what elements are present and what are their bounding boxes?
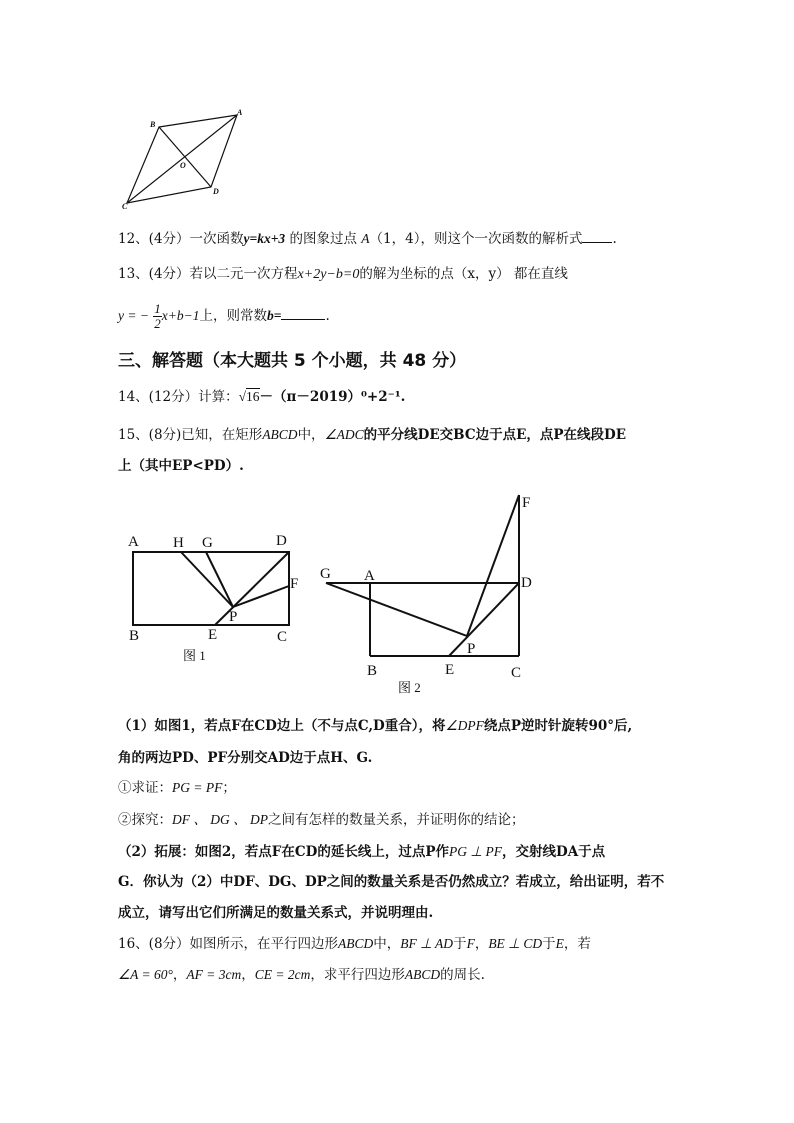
q13-fraction xyxy=(153,302,162,331)
q15-item1-end: ； xyxy=(222,780,236,796)
fig1-label-a: A xyxy=(128,534,139,550)
q12-prefix: 12、(4分）一次函数 xyxy=(118,231,244,247)
q15-part1-line2 xyxy=(118,749,372,767)
q15-part2-line2-text: G．你认为（2）中DF、DG、DP之间的数量关系是否仍然成立？若成立，给出证明，若不 xyxy=(118,874,665,890)
label-d: D xyxy=(213,187,219,196)
q12-end: . xyxy=(612,231,617,247)
question-15-line2 xyxy=(118,457,244,475)
q15-rect-name: ABCD xyxy=(262,427,298,442)
q15-item2-suffix: 之间有怎样的数量关系，并证明你的结论； xyxy=(268,812,525,828)
q13-rest: x+b−1 xyxy=(161,308,200,323)
q15-part2-line2 xyxy=(118,873,664,891)
question-13-line2 xyxy=(118,300,330,332)
q16-cond1-suffix: 于 xyxy=(453,936,467,952)
question-14 xyxy=(118,388,405,406)
q16-cond2-suffix: 于 xyxy=(542,936,556,952)
q15-item1-prefix: ①求证： xyxy=(118,780,172,796)
q15-part1-line2-text: 角的两边PD、PF分别交AD边于点H、G. xyxy=(118,750,373,766)
q15-part1-suffix: 绕点P逆时针旋转90°后, xyxy=(483,718,633,734)
q13-prefix: 13、(4分）若以二元一次方程 xyxy=(118,266,298,282)
q12-func: y=kx+3 xyxy=(243,231,286,246)
q15-perp: PG ⊥ PF xyxy=(448,844,502,859)
q15-part2-line3-text: 成立，请写出它们所满足的数量关系式，并说明理由. xyxy=(118,905,434,921)
q13-end: . xyxy=(325,308,330,324)
label-c: C xyxy=(122,202,128,211)
q12-point-name: A xyxy=(361,231,370,246)
q15-item2 xyxy=(118,811,525,829)
q16-e: E xyxy=(555,936,564,951)
fig2-label-d: D xyxy=(521,575,532,591)
fig1-label-e: E xyxy=(208,627,218,643)
q14-prefix: 14、(12分）计算： xyxy=(118,389,239,405)
q13-equation: x+2y−b=0 xyxy=(297,267,360,282)
q16-sep: ， xyxy=(474,936,489,952)
q15-part2-line1 xyxy=(118,843,605,861)
fig1-label-b: B xyxy=(129,628,140,644)
q15-part2-prefix: （2）拓展：如图2，若点F在CD的延长线上，过点P作 xyxy=(118,844,449,860)
q15-prefix: 15、(8分)已知，在矩形 xyxy=(118,427,263,443)
fig2-caption: 图 2 xyxy=(398,680,421,695)
figure-1 xyxy=(120,528,320,668)
fig2-label-a: A xyxy=(364,568,375,584)
q15-item1 xyxy=(118,779,236,797)
q12-answer-blank[interactable] xyxy=(582,229,612,243)
q16-line1-end: ，若 xyxy=(563,936,591,952)
q15-item2-prefix: ②探究： xyxy=(118,812,172,828)
question-16-line1 xyxy=(118,935,591,953)
fig1-label-g: G xyxy=(202,535,213,551)
q15-angle: ∠ADC xyxy=(324,427,364,442)
question-13-line1 xyxy=(118,265,568,284)
q16-mid: 中， xyxy=(373,936,401,952)
fig1-label-c: C xyxy=(277,629,288,645)
q15-item2-terms: DF 、 DG 、 DP xyxy=(172,812,268,827)
fig2-label-b: B xyxy=(367,663,378,679)
q15-mid: 中， xyxy=(297,427,325,443)
q15-line2: 上（其中EP<PD）. xyxy=(118,458,244,474)
q15-angle-dpf: ∠DPF xyxy=(445,718,484,733)
fig2-label-f: F xyxy=(522,495,531,511)
q13-suffix: 的解为坐标的点（x，y） 都在直线 xyxy=(359,266,568,282)
q13-line2-suffix: 上，则常数 xyxy=(199,308,267,324)
q16-line2-end: 的周长. xyxy=(440,967,485,983)
question-15-line1 xyxy=(118,426,626,444)
q16-comma-1: ， xyxy=(172,967,187,983)
rhombus-figure xyxy=(118,105,248,215)
q16-angle: ∠A = 60° xyxy=(118,967,173,982)
question-16-line2 xyxy=(118,966,485,984)
q15-part2-line3 xyxy=(118,904,433,922)
q16-cond1: BF ⊥ AD xyxy=(400,936,454,951)
q13-frac-num: 1 xyxy=(154,301,161,316)
q16-name-2: ABCD xyxy=(404,967,441,982)
q15-part1-line1 xyxy=(118,717,632,735)
q13-frac-den: 2 xyxy=(154,316,161,331)
q13-b-label: b= xyxy=(266,308,282,323)
q15-part1-prefix: （1）如图1，若点F在CD边上（不与点C,D重合），将 xyxy=(118,718,446,734)
q12-point: （1，4），则这个一次函数的解析式 xyxy=(369,231,583,247)
q16-line2-mid: ，求平行四边形 xyxy=(310,967,405,983)
q12-mid: 的图象过点 xyxy=(285,231,357,247)
q14-sqrt-content: 16 xyxy=(246,389,260,404)
q16-c1: AF = 3cm xyxy=(186,967,242,982)
q14-sqrt: √16 xyxy=(238,389,260,404)
fig2-label-c: C xyxy=(511,665,522,681)
section-3-heading: 三、解答题（本大题共 5 个小题，共 48 分） xyxy=(118,351,467,371)
q13-y: y = − xyxy=(118,308,149,323)
q16-f: F xyxy=(466,936,475,951)
label-b: B xyxy=(150,120,156,129)
fig1-label-f: F xyxy=(290,576,299,592)
figure-2 xyxy=(315,490,545,700)
q15-suffix: 的平分线DE交BC边于点E，点P在线段DE xyxy=(363,427,627,443)
fig2-label-p: P xyxy=(467,641,476,657)
fig1-label-d: D xyxy=(276,533,287,549)
label-a: A xyxy=(237,108,243,117)
fig1-caption: 图 1 xyxy=(183,648,206,663)
q16-c2: CE = 2cm xyxy=(254,967,311,982)
q16-cond2: BE ⊥ CD xyxy=(488,936,543,951)
q16-prefix: 16、(8分）如图所示，在平行四边形 xyxy=(118,936,339,952)
q16-comma-2: ， xyxy=(241,967,255,983)
fig2-label-g: G xyxy=(320,566,331,582)
label-o: O xyxy=(180,161,186,170)
q15-part2-suffix: ，交射线DA于点 xyxy=(501,844,606,860)
q15-item1-eq: PG = PF xyxy=(172,780,223,795)
q13-answer-blank[interactable] xyxy=(281,306,325,320)
question-12 xyxy=(118,229,617,248)
q16-name: ABCD xyxy=(338,936,374,951)
q14-expr: －（π－2019）⁰+2⁻¹. xyxy=(259,389,406,405)
fig1-label-p: P xyxy=(229,609,238,625)
fig2-label-e: E xyxy=(445,662,455,678)
fig1-label-h: H xyxy=(173,535,184,551)
